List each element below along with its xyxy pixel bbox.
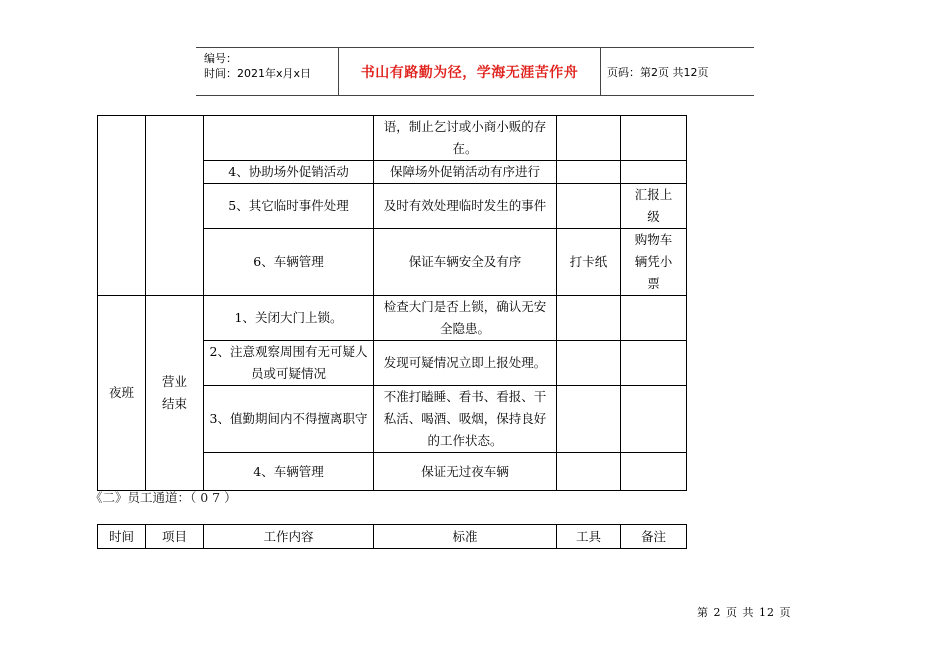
note-cell: 汇报上级 bbox=[621, 184, 687, 229]
note-cell bbox=[621, 453, 687, 491]
item-cell: 1、关闭大门上锁。 bbox=[204, 296, 374, 341]
date-label: 时间：2021年x月x日 bbox=[204, 67, 312, 80]
tool-cell bbox=[557, 453, 621, 491]
standard-cell: 及时有效处理临时发生的事件 bbox=[374, 184, 557, 229]
note-cell bbox=[621, 161, 687, 184]
item-cell: 4、车辆管理 bbox=[204, 453, 374, 491]
section-title: 《二》员工通道：（ 0 7 ） bbox=[90, 490, 237, 505]
page-header bbox=[196, 47, 754, 96]
tool-cell bbox=[557, 116, 621, 161]
header-page-number: 页码：第2页 共12页 bbox=[607, 65, 709, 79]
number-label: 编号： bbox=[204, 52, 237, 65]
note-cell bbox=[621, 296, 687, 341]
duty-table bbox=[97, 115, 687, 491]
standard-cell: 不准打瞌睡、看书、看报、干私活、喝酒、吸烟，保持良好的工作状态。 bbox=[374, 386, 557, 453]
standard-cell: 语，制止乞讨或小商小贩的存在。 bbox=[374, 116, 557, 161]
staff-channel-table bbox=[97, 524, 687, 549]
time-cell bbox=[98, 116, 146, 296]
column-header: 项目 bbox=[146, 525, 204, 549]
note-cell: 购物车辆凭小票 bbox=[621, 229, 687, 296]
project-cell: 营业结束 bbox=[146, 296, 204, 491]
column-header: 标准 bbox=[374, 525, 557, 549]
table-row bbox=[98, 296, 687, 341]
column-header: 备注 bbox=[621, 525, 687, 549]
item-cell bbox=[204, 116, 374, 161]
tool-cell bbox=[557, 341, 621, 386]
tool-cell bbox=[557, 296, 621, 341]
project-cell bbox=[146, 116, 204, 296]
item-cell: 6、车辆管理 bbox=[204, 229, 374, 296]
note-cell bbox=[621, 386, 687, 453]
tool-cell bbox=[557, 386, 621, 453]
tool-cell bbox=[557, 184, 621, 229]
standard-cell: 发现可疑情况立即上报处理。 bbox=[374, 341, 557, 386]
standard-cell: 检查大门是否上锁，确认无安全隐患。 bbox=[374, 296, 557, 341]
column-header: 工具 bbox=[557, 525, 621, 549]
tool-cell: 打卡纸 bbox=[557, 229, 621, 296]
column-header: 工作内容 bbox=[204, 525, 374, 549]
column-header: 时间 bbox=[98, 525, 146, 549]
header-motto: 书山有路勤为径，学海无涯苦作舟 bbox=[339, 48, 601, 95]
item-cell: 4、协助场外促销活动 bbox=[204, 161, 374, 184]
note-cell bbox=[621, 341, 687, 386]
header-meta bbox=[196, 48, 339, 95]
item-cell: 5、其它临时事件处理 bbox=[204, 184, 374, 229]
item-cell: 3、值勤期间内不得擅离职守 bbox=[204, 386, 374, 453]
tool-cell bbox=[557, 161, 621, 184]
page-footer: 第 2 页 共 12 页 bbox=[697, 606, 792, 619]
standard-cell: 保障场外促销活动有序进行 bbox=[374, 161, 557, 184]
note-cell bbox=[621, 116, 687, 161]
time-cell: 夜班 bbox=[98, 296, 146, 491]
item-cell: 2、注意观察周围有无可疑人员或可疑情况 bbox=[204, 341, 374, 386]
table-row bbox=[98, 116, 687, 161]
table-header-row bbox=[98, 525, 687, 549]
standard-cell: 保证无过夜车辆 bbox=[374, 453, 557, 491]
standard-cell: 保证车辆安全及有序 bbox=[374, 229, 557, 296]
